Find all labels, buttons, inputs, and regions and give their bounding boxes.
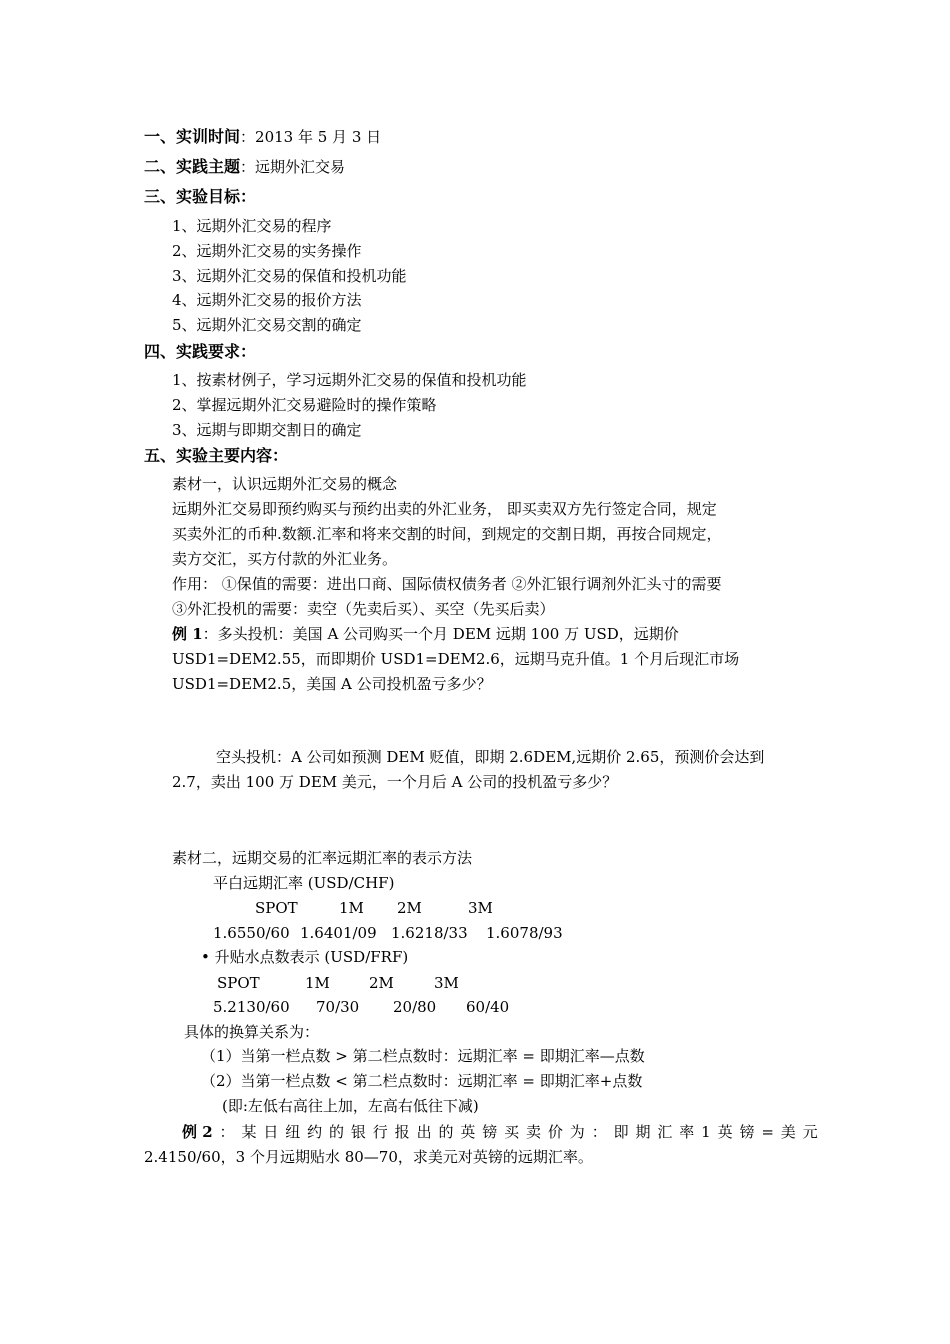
list-item: 5、远期外汇交易交割的确定 bbox=[172, 316, 362, 334]
list-item: 1、远期外汇交易的程序 bbox=[172, 217, 332, 235]
example-text: 纽 bbox=[285, 1123, 301, 1141]
example-text: 约 bbox=[307, 1123, 323, 1141]
example-text: 日 bbox=[263, 1123, 279, 1141]
example-text: 1 bbox=[701, 1123, 711, 1141]
example-text: 卖 bbox=[526, 1123, 542, 1141]
section-theme bbox=[144, 157, 345, 177]
example-text: 镑 bbox=[482, 1123, 498, 1141]
example-text: 期 bbox=[635, 1123, 651, 1141]
example-text: ：多头投机：美国 A 公司购买一个月 DEM 远期 100 万 USD，远期价 bbox=[202, 625, 679, 643]
section-heading: 三、实验目标： bbox=[144, 187, 257, 206]
example-text: 汇 bbox=[657, 1123, 673, 1141]
example-text: 的 bbox=[329, 1123, 345, 1141]
paragraph-line: 空头投机：A 公司如预测 DEM 贬值，即期 2.6DEM,远期价 2.65，预测价会达到 bbox=[216, 748, 765, 766]
table-cell: 60/40 bbox=[466, 998, 510, 1016]
material-title: 素材二，远期交易的汇率远期汇率的表示方法 bbox=[172, 849, 473, 867]
example-text: 为 bbox=[569, 1123, 585, 1141]
section-heading: 一、实训时间 bbox=[144, 127, 241, 146]
table-header-row bbox=[0, 898, 950, 918]
example-1 bbox=[172, 624, 679, 644]
paragraph-line: 2.4150/60，3 个月远期贴水 80—70，求美元对英镑的远期汇率。 bbox=[144, 1148, 593, 1166]
table-row bbox=[0, 997, 950, 1017]
list-item: 1、按素材例子，学习远期外汇交易的保值和投机功能 bbox=[172, 371, 527, 389]
rule-line: （1）当第一栏点数 > 第二栏点数时：远期汇率 = 即期汇率—点数 bbox=[201, 1047, 645, 1065]
example-text: 镑 bbox=[739, 1123, 755, 1141]
list-item: 4、远期外汇交易的报价方法 bbox=[172, 291, 362, 309]
example-text: ： bbox=[219, 1123, 235, 1141]
table-header: 1M bbox=[305, 974, 330, 992]
table-header: 3M bbox=[468, 899, 493, 917]
example-text: 价 bbox=[547, 1123, 563, 1141]
example-text: 报 bbox=[394, 1123, 410, 1141]
paragraph-line: 具体的换算关系为： bbox=[184, 1023, 320, 1041]
list-item: 3、远期与即期交割日的确定 bbox=[172, 421, 362, 439]
bullet-item bbox=[201, 947, 408, 967]
table-header: 2M bbox=[397, 899, 422, 917]
example-text: 某 bbox=[241, 1123, 257, 1141]
example-text: 即 bbox=[613, 1123, 629, 1141]
example-text: 银 bbox=[350, 1123, 366, 1141]
paragraph-line: 卖方交汇，买方付款的外汇业务。 bbox=[172, 550, 398, 568]
table-cell: 1.6078/93 bbox=[486, 924, 563, 942]
table-header: 2M bbox=[369, 974, 394, 992]
example-text: ： bbox=[591, 1123, 607, 1141]
table-header: SPOT bbox=[217, 974, 260, 992]
example-text: 买 bbox=[504, 1123, 520, 1141]
training-date: 2013 年 5 月 3 日 bbox=[255, 128, 382, 146]
paragraph-line: ③外汇投机的需要：卖空（先卖后买）、买空（先买后卖） bbox=[172, 600, 555, 618]
table-cell: 1.6550/60 bbox=[213, 924, 290, 942]
paragraph-line: 2.7，卖出 100 万 DEM 美元，一个月后 A 公司的投机盈亏多少？ bbox=[172, 773, 618, 791]
separator: ： bbox=[240, 128, 256, 146]
example-label: 例 1 bbox=[172, 625, 203, 643]
practice-theme: 远期外汇交易 bbox=[255, 158, 346, 176]
note-line: (即:左低右高往上加，左高右低往下减) bbox=[222, 1097, 479, 1115]
table-cell: 5.2130/60 bbox=[213, 998, 290, 1016]
example-text: 率 bbox=[679, 1123, 695, 1141]
section-time bbox=[144, 127, 381, 147]
example-text: 的 bbox=[438, 1123, 454, 1141]
rule-line: （2）当第一栏点数 < 第二栏点数时：远期汇率 = 即期汇率+点数 bbox=[201, 1072, 643, 1090]
paragraph-line: 远期外汇交易即预约购买与预约出卖的外汇业务， 即买卖双方先行签定合同，规定 bbox=[172, 500, 717, 518]
table-cell: 20/80 bbox=[393, 998, 437, 1016]
material-title: 素材一，认识远期外汇交易的概念 bbox=[172, 475, 398, 493]
paragraph-line: 买卖外汇的币种.数额.汇率和将来交割的时间，到规定的交割日期，再按合同规定， bbox=[172, 525, 722, 543]
table-header-row bbox=[0, 973, 950, 993]
bullet-icon: • bbox=[201, 948, 210, 966]
table-cell: 1.6218/33 bbox=[391, 924, 468, 942]
table-row bbox=[0, 923, 950, 943]
example-2 bbox=[182, 1122, 818, 1142]
paragraph-line: USD1=DEM2.55，而即期价 USD1=DEM2.6，远期马克升值。1 个月后现汇市场 bbox=[172, 650, 740, 668]
table-cell: 1.6401/09 bbox=[300, 924, 377, 942]
table-title: 升贴水点数表示 (USD/FRF) bbox=[214, 948, 409, 966]
table-header: SPOT bbox=[255, 899, 298, 917]
list-item: 2、掌握远期外汇交易避险时的操作策略 bbox=[172, 396, 437, 414]
table-header: 1M bbox=[339, 899, 364, 917]
example-text: 元 bbox=[802, 1123, 818, 1141]
example-label: 例 2 bbox=[182, 1123, 213, 1141]
table-header: 3M bbox=[434, 974, 459, 992]
example-text: 英 bbox=[460, 1123, 476, 1141]
paragraph-line: USD1=DEM2.5，美国 A 公司投机盈亏多少？ bbox=[172, 675, 492, 693]
section-heading: 四、实践要求： bbox=[144, 342, 257, 361]
section-heading: 五、实验主要内容： bbox=[144, 446, 289, 465]
list-item: 3、远期外汇交易的保值和投机功能 bbox=[172, 267, 407, 285]
table-title: 平白远期汇率 (USD/CHF) bbox=[213, 874, 395, 892]
table-cell: 70/30 bbox=[316, 998, 360, 1016]
example-text: 英 bbox=[717, 1123, 733, 1141]
example-text: = bbox=[761, 1123, 774, 1141]
paragraph-line: 作用： ①保值的需要：进出口商、国际债权债务者 ②外汇银行调剂外汇头寸的需要 bbox=[172, 575, 722, 593]
separator: ： bbox=[240, 158, 256, 176]
example-text: 出 bbox=[416, 1123, 432, 1141]
example-text: 美 bbox=[780, 1123, 796, 1141]
example-text: 行 bbox=[372, 1123, 388, 1141]
section-heading: 二、实践主题 bbox=[144, 157, 241, 176]
list-item: 2、远期外汇交易的实务操作 bbox=[172, 242, 362, 260]
